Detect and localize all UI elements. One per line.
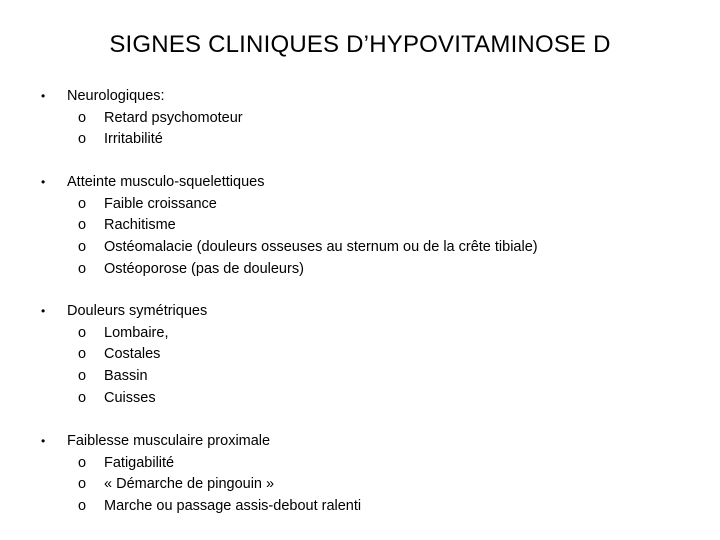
circle-bullet-icon: o: [78, 131, 87, 148]
section-douleurs-symetriques: [0, 301, 720, 409]
circle-bullet-icon: o: [78, 346, 87, 363]
bullet-icon: •: [41, 304, 46, 318]
circle-bullet-icon: o: [78, 498, 87, 515]
bullet-icon: •: [41, 434, 46, 448]
list-item: [0, 453, 720, 475]
list-item-text: Fatigabilité: [104, 454, 175, 471]
slide-title: SIGNES CLINIQUES D’HYPOVITAMINOSE D: [109, 31, 611, 58]
bullet-icon: •: [41, 175, 46, 189]
list-item-text: Retard psychomoteur: [104, 109, 243, 126]
list-item: [0, 474, 720, 496]
list-item-text: Rachitisme: [104, 217, 176, 234]
section-heading: Faiblesse musculaire proximale: [67, 433, 271, 449]
list-item: [0, 259, 720, 281]
circle-bullet-icon: o: [78, 109, 87, 126]
list-item: [0, 388, 720, 410]
section-heading-row: [0, 301, 720, 323]
circle-bullet-icon: o: [78, 217, 87, 234]
circle-bullet-icon: o: [78, 195, 87, 212]
section-faiblesse-musculaire: [0, 431, 720, 518]
section-heading: Douleurs symétriques: [67, 303, 208, 319]
list-item-text: Lombaire,: [104, 324, 169, 341]
list-item-text: Ostéomalacie (douleurs osseuses au sternum ou de la crête tibiale): [104, 239, 538, 256]
list-item-text: « Démarche de pingouin »: [104, 476, 275, 493]
section-heading: Atteinte musculo-squelettiques: [67, 174, 265, 190]
section-musculo-squelettiques: [0, 172, 720, 280]
circle-bullet-icon: o: [78, 239, 87, 256]
circle-bullet-icon: o: [78, 324, 87, 341]
list-item-text: Bassin: [104, 368, 148, 385]
list-item-text: Costales: [104, 346, 161, 363]
section-heading-row: [0, 431, 720, 453]
list-item: [0, 108, 720, 130]
list-item: [0, 496, 720, 518]
list-item: [0, 323, 720, 345]
section-heading-row: [0, 86, 720, 108]
list-item-text: Faible croissance: [104, 195, 217, 212]
list-item: [0, 215, 720, 237]
list-item: [0, 344, 720, 366]
section-heading: Neurologiques:: [67, 88, 165, 104]
circle-bullet-icon: o: [78, 389, 87, 406]
circle-bullet-icon: o: [78, 454, 87, 471]
section-heading-row: [0, 172, 720, 194]
circle-bullet-icon: o: [78, 476, 87, 493]
list-item-text: Ostéoporose (pas de douleurs): [104, 260, 304, 277]
list-item-text: Irritabilité: [104, 131, 163, 148]
bullet-icon: •: [41, 89, 46, 103]
list-item: [0, 129, 720, 151]
list-item-text: Marche ou passage assis-debout ralenti: [104, 498, 362, 515]
list-item: [0, 366, 720, 388]
list-item: [0, 194, 720, 216]
list-item-text: Cuisses: [104, 389, 156, 406]
circle-bullet-icon: o: [78, 368, 87, 385]
section-neurologiques: [0, 86, 720, 151]
list-item: [0, 237, 720, 259]
circle-bullet-icon: o: [78, 260, 87, 277]
